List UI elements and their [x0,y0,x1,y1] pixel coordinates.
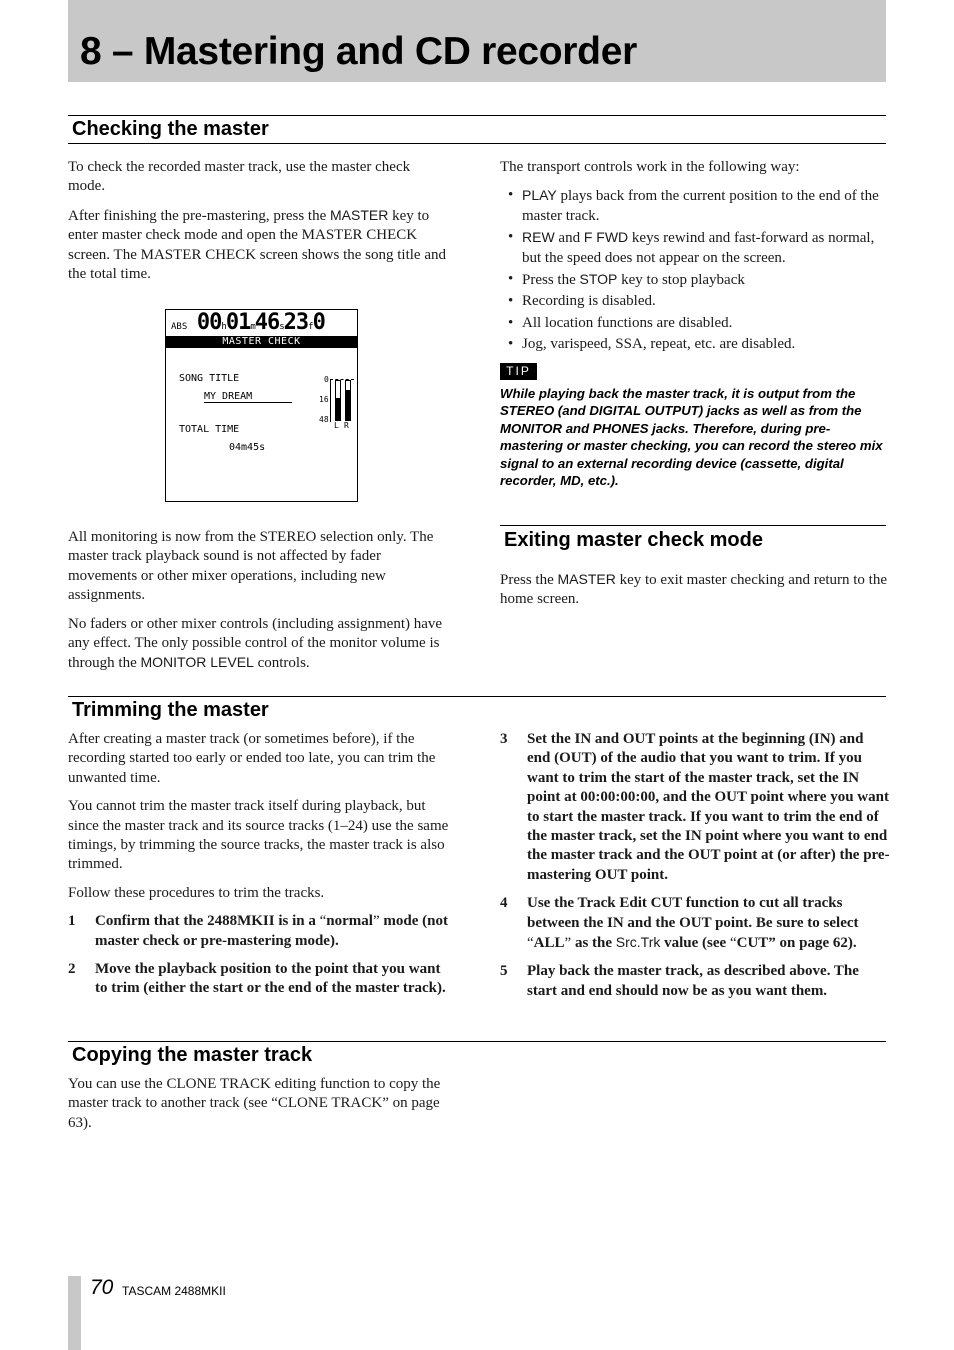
lcd-song-title-label: SONG TITLE [179,373,240,384]
key-label: Src.Trk [615,934,661,951]
exiting-column [500,570,890,619]
section-heading-checking: Checking the master [68,115,886,144]
meter-tick: 0 [324,375,329,384]
page-number: 70 [90,1276,114,1299]
list-item: • Jog, varispeed, SSA, repeat, etc. are disabled. [500,335,890,354]
key-label: F FWD [583,229,629,246]
paragraph: You cannot trim the master track itself during playback, but since the master track and its source tracks (1–24) use the same timings, by trimming the source tracks, the master track is also trimmed. [68,798,449,873]
list-item: • REW and F FWD keys rewind and fast-forward as normal, but the speed does not appear on the screen. [500,228,890,268]
step-item: 3 Set the IN and OUT points at the beginning (IN) and end (OUT) of the audio that you want to trim. If you want to trim the start of the master track, set the IN point at 00:00:00:00, and the OUT point where you want to start the master track. If you want to trim the end of the master track, set the IN point where you want to end the master track and the OUT point at (or after) the pre-mastering OUT point. [500,731,890,883]
lcd-total-time-label: TOTAL TIME [179,424,240,435]
key-label: MASTER [330,206,389,223]
lcd-abs-label: ABS [171,322,188,332]
text: All monitoring is now from the STEREO selection only. The master track playback sound is not affected by fader movements or other mixer operations, including new assignments. [68,529,434,604]
checking-left-column [68,158,450,293]
meter-bar-r [345,390,351,421]
lcd-song-title: MY DREAM [204,391,292,403]
paragraph [68,615,450,674]
lcd-time-value: 00h01m46s23f0 [196,310,325,335]
paragraph [68,206,450,285]
lcd-total-time: 04m45s [229,442,266,453]
meter-label-r: R [344,421,349,430]
meter-tick: 16 [319,395,329,404]
meter-tick: 48 [319,415,329,424]
paragraph [68,158,450,197]
paragraph: Follow these procedures to trim the tracks. [68,884,325,901]
key-label: PLAY [522,187,557,204]
meter-label-l: L [334,421,339,430]
transport-column [500,158,890,357]
paragraph: The transport controls work in the following way: [500,159,800,175]
text: To check the recorded master track, use the master check mode. [68,159,411,195]
meter-axis [330,379,331,422]
paragraph: Press the MASTER key to exit master checking and return to the home screen. [500,571,888,608]
key-label: MONITOR LEVEL [140,654,254,671]
key-label: MASTER [557,571,616,587]
meter-bar-l [335,398,341,421]
lcd-title-bar: MASTER CHECK [166,336,357,348]
text: controls. [253,655,310,672]
step-item: 1 Confirm that the 2488MKII is in a “normal” mode (not master check or pre-mastering mode). [68,913,448,949]
section-heading-trimming: Trimming the master [68,696,886,722]
trimming-right-column [500,730,890,1010]
chapter-title: 8 – Mastering and CD recorder [80,30,637,73]
footer-bar [68,1276,81,1350]
list-item: • Press the STOP key to stop playback [500,270,890,290]
tip-text: While playing back the master track, it is output from the STEREO (and DIGITAL OUTPUT) jacks as well as from the MONITOR and PHONES jacks. Therefore, during pre-mastering or master checking, you can record the stereo mix signal to an external recording device (cassette, digital recorder, MD, etc.). [500,386,883,489]
section-heading-copying: Copying the master track [68,1041,886,1067]
list-item: • PLAY plays back from the current position to the end of the master track. [500,186,890,226]
key-label: STOP [579,271,618,288]
master-check-lcd [165,309,358,502]
section-heading-exiting: Exiting master check mode [500,525,886,553]
list-item: • Recording is disabled. [500,292,890,311]
lcd-time-display [171,310,325,335]
step-item: 4 Use the Track Edit CUT function to cut all tracks between the IN and the OUT point. Be sure to select “ALL” as the Src.Trk value (see “CUT” on page 62). [500,895,859,952]
text: key to enter master check mode and open the MASTER CHECK screen. The MASTER CHECK screen shows the song title and the total time. [68,207,446,283]
copying-column [68,1075,450,1142]
text: After finishing the pre-mastering, press the [68,207,331,224]
key-label: REW [522,229,555,246]
trim-steps-right [500,730,890,1001]
text: No faders or other mixer controls (including assignment) have any effect. The only possible control of the monitor volume is through the [68,615,443,672]
trimming-left-column [68,730,450,1008]
checking-left-column-lower [68,528,450,683]
paragraph: You can use the CLONE TRACK editing function to copy the master track to another track (see “CLONE TRACK” on page 63). [68,1076,441,1131]
footer-brand: TASCAM 2488MKII [122,1284,226,1298]
transport-list [500,186,890,354]
step-item: 2 Move the playback position to the point that you want to trim (either the start or the end of the master track). [68,961,446,997]
trim-steps-left [68,912,450,999]
step-item: 5 Play back the master track, as described above. The start and end should now be as you want them. [500,963,859,999]
tip-badge: TIP [500,363,537,380]
list-item: • All location functions are disabled. [500,314,890,333]
paragraph: After creating a master track (or sometimes before), if the recording started too early or ended too late, you can trim the unwanted time. [68,731,436,786]
paragraph [68,528,450,606]
